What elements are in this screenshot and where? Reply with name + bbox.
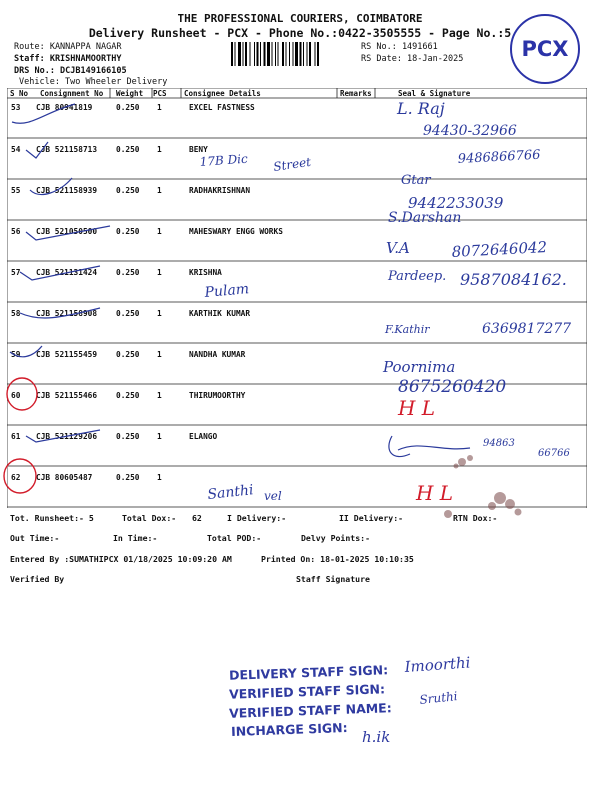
hw-phone-57: 9587084162. — [460, 270, 567, 289]
delivery-staff-sign-label: DELIVERY STAFF SIGN: — [228, 662, 389, 683]
total-dox-label: Total Dox:- — [122, 513, 177, 523]
row-consignee: ELANGO — [189, 432, 218, 441]
row-consignee: BENY — [189, 145, 208, 154]
ii-delivery: II Delivery:- — [339, 513, 404, 523]
verified-by: Verified By — [10, 574, 65, 584]
hw-phone-54: 9486866766 — [457, 147, 541, 167]
col-weight-header: Weight — [116, 89, 144, 98]
hw-signature-55: Gtar — [401, 173, 431, 188]
hw-verified-staff-name: Sruthi — [418, 689, 459, 707]
pcx-stamp-seal: PCX — [510, 14, 580, 84]
hw-address-54b: Street — [272, 154, 312, 174]
hw-signature-56b: V.A — [386, 239, 410, 257]
row-consignment: CJB 521129206 — [36, 432, 98, 441]
row-weight: 0.250 — [116, 145, 140, 154]
row-sno: 61 — [11, 432, 21, 441]
row-pcs: 1 — [157, 309, 162, 318]
row-pcs: 1 — [157, 145, 162, 154]
hw-phone-55: 9442233039 — [408, 194, 504, 212]
row-weight: 0.250 — [116, 473, 140, 482]
col-sno-header: S No — [10, 89, 29, 98]
company-name: THE PROFESSIONAL COURIERS, COIMBATORE — [177, 12, 423, 25]
incharge-sign-label: INCHARGE SIGN: — [230, 719, 348, 740]
row-consignee: MAHESWARY ENGG WORKS — [189, 227, 283, 236]
row-sno: 56 — [11, 227, 21, 236]
total-dox-value: 62 — [192, 513, 202, 523]
hw-signature-59: Poornima — [383, 358, 456, 376]
hw-note-57: Pulam — [203, 281, 250, 301]
hw-phone-59: 8675260420 — [398, 377, 507, 397]
in-time: In Time:- — [113, 533, 158, 543]
verified-staff-sign-label: VERIFIED STAFF SIGN: — [228, 681, 386, 702]
hw-phone-61a: 94863 — [483, 438, 515, 449]
row-consignment: CJB 521158908 — [36, 309, 98, 318]
row-consignment: CJB 521155466 — [36, 391, 98, 400]
rs-number: RS No.: 1491661 — [361, 42, 438, 52]
printed-on: Printed On: 18-01-2025 10:10:35 — [261, 554, 414, 564]
row-weight: 0.250 — [116, 103, 140, 112]
row-pcs: 1 — [157, 227, 162, 236]
row-consignee: RADHAKRISHNAN — [189, 186, 251, 195]
hw-address-54a: 17B Dic — [199, 151, 249, 169]
row-consignee: THIRUMOORTHY — [189, 391, 246, 400]
row-pcs: 1 — [157, 350, 162, 359]
row-sno: 53 — [11, 103, 21, 112]
rs-date: RS Date: 18-Jan-2025 — [361, 54, 464, 64]
delvy-points: Delvy Points:- — [301, 533, 371, 543]
verified-staff-name-label: VERIFIED STAFF NAME: — [228, 700, 392, 721]
row-consignment: CJB 80605487 — [36, 473, 93, 482]
tot-runsheet: Tot. Runsheet:- 5 — [10, 513, 94, 523]
runsheet-title: Delivery Runsheet - PCX - Phone No.:0422-3505555 - Page No.:5 — [88, 26, 512, 40]
row-weight: 0.250 — [116, 227, 140, 236]
col-remarks-header: Remarks — [340, 89, 372, 98]
hw-signature-57: Pardeep. — [388, 269, 447, 284]
row-consignment: CJB 521158939 — [36, 186, 98, 195]
rtn-dox: RTN Dox:- — [453, 513, 498, 523]
hw-delivery-staff-signature: Imoorthi — [404, 653, 471, 676]
hw-note-62b: vel — [264, 489, 282, 503]
row-sno: 58 — [11, 309, 21, 318]
row-pcs: 1 — [157, 103, 162, 112]
barcode-image — [231, 42, 353, 66]
row-consignment: CJB 521158713 — [36, 145, 98, 154]
hw-signature-56a: S.Darshan — [388, 210, 462, 226]
row-pcs: 1 — [157, 432, 162, 441]
row-sno: 54 — [11, 145, 21, 154]
col-pcs-header: PCS — [153, 89, 167, 98]
i-delivery: I Delivery:- — [227, 513, 287, 523]
entered-by: Entered By :SUMATHIPCX 01/18/2025 10:09:20 AM — [10, 554, 232, 564]
row-consignee: EXCEL FASTNESS — [189, 103, 255, 112]
row-consignee: KRISHNA — [189, 268, 222, 277]
total-pod: Total POD:- — [207, 533, 262, 543]
hw-phone-53: 94430-32966 — [423, 123, 517, 139]
hw-phone-56: 8072646042 — [451, 238, 548, 261]
row-consignee: KARTHIK KUMAR — [189, 309, 251, 318]
hw-signature-53: L. Raj — [397, 99, 445, 118]
row-pcs: 1 — [157, 473, 162, 482]
row-consignment: CJB 80941819 — [36, 103, 93, 112]
row-pcs: 1 — [157, 268, 162, 277]
hw-phone-61b: 66766 — [538, 448, 570, 459]
row-weight: 0.250 — [116, 432, 140, 441]
staff-label: Staff: KRISHNAMOORTHY — [14, 54, 122, 64]
row-consignment: CJB 521155459 — [36, 350, 98, 359]
row-pcs: 1 — [157, 391, 162, 400]
hw-phone-58: 6369817277 — [482, 321, 572, 337]
row-sno: 55 — [11, 186, 21, 195]
hw-signature-58: F.Kathir — [385, 323, 430, 336]
staff-signature-label: Staff Signature — [296, 574, 370, 584]
col-consignee-header: Consignee Details — [184, 89, 261, 98]
row-sno: 59 — [11, 350, 21, 359]
row-weight: 0.250 — [116, 391, 140, 400]
row-consignment: CJB 521131424 — [36, 268, 98, 277]
row-weight: 0.250 — [116, 186, 140, 195]
row-weight: 0.250 — [116, 268, 140, 277]
row-pcs: 1 — [157, 186, 162, 195]
row-sno: 60 — [11, 391, 21, 400]
route-label: Route: KANNAPPA NAGAR — [14, 42, 122, 52]
vehicle-label: Vehicle: Two Wheeler Delivery — [19, 77, 168, 87]
row-weight: 0.250 — [116, 350, 140, 359]
hw-incharge-signature: h.ik — [362, 728, 391, 746]
row-sno: 57 — [11, 268, 21, 277]
col-consignment-header: Consignment No — [40, 89, 104, 98]
hw-signature-62: H L — [416, 481, 454, 505]
out-time: Out Time:- — [10, 533, 60, 543]
row-consignee: NANDHA KUMAR — [189, 350, 246, 359]
col-seal-header: Seal & Signature — [398, 89, 471, 98]
row-sno: 62 — [11, 473, 21, 482]
drs-number: DRS No.: DCJB149166105 — [14, 66, 127, 76]
row-consignment: CJB 521050500 — [36, 227, 98, 236]
hw-signature-60: H L — [398, 396, 436, 420]
row-weight: 0.250 — [116, 309, 140, 318]
hw-note-62a: Santhi — [206, 482, 255, 503]
